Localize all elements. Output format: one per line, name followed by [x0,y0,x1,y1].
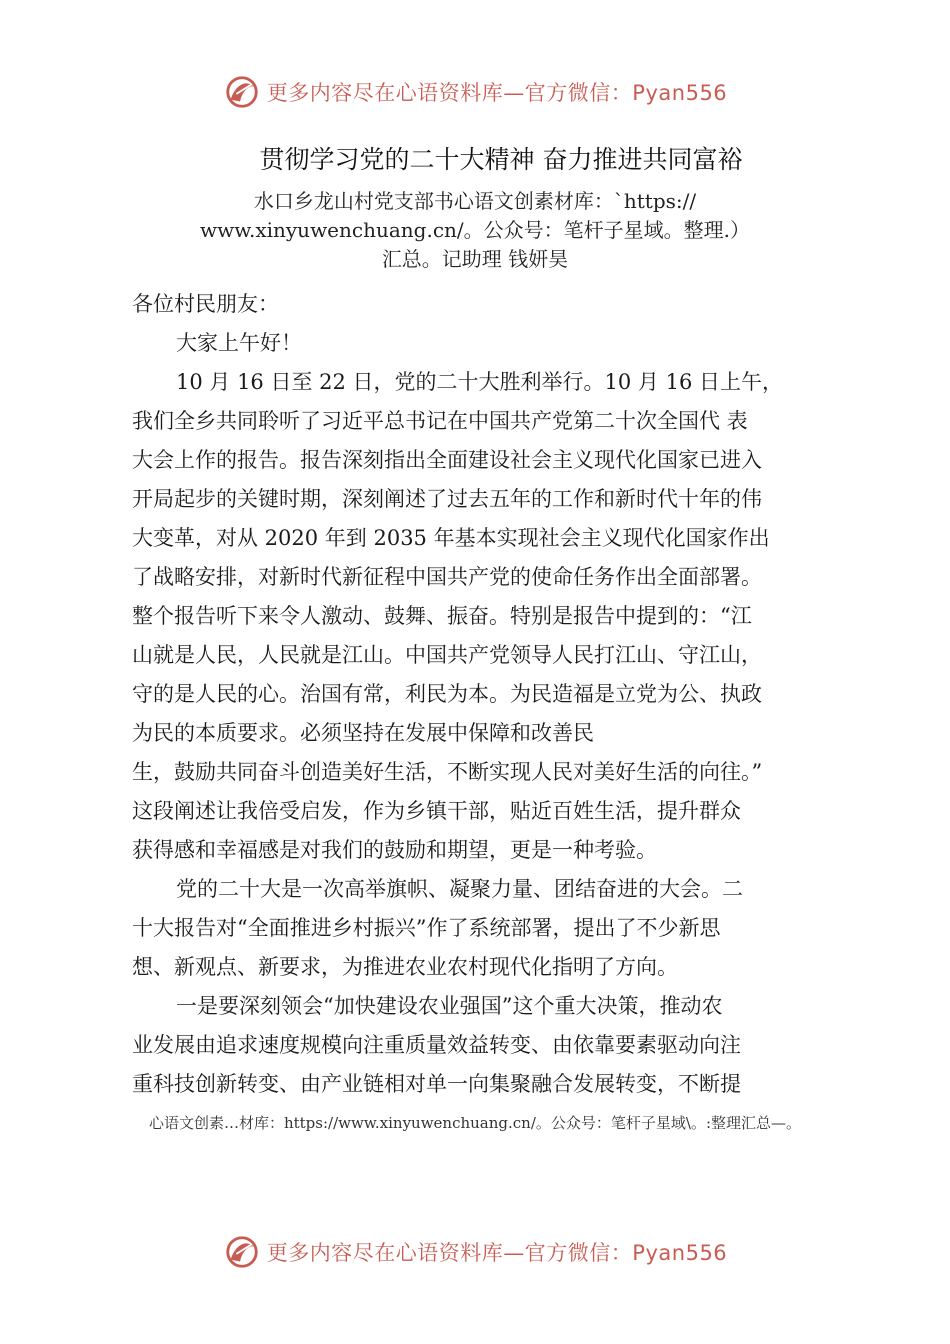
top-banner [0,70,950,114]
paragraph-line: 开局起步的关键时期，深刻阐述了过去五年的工作和新时代十年的伟 [132,487,762,511]
swirl-logo-icon [223,73,261,111]
paragraph-line: 山就是人民，人民就是江山。中国共产党领导人民打江山、守江山， [132,643,762,667]
banner-text: 更多内容尽在心语资料库—官方微信：Pyan556 [266,1241,728,1265]
paragraph-line: 想、新观点、新要求，为推进农业农村现代化指明了方向。 [132,955,678,979]
paragraph-line: 大变革，对从 2020 年到 2035 年基本实现社会主义现代化国家作出 [132,526,770,550]
paragraph-line: 一是要深刻领会“加快建设农业强国”这个重大决策，推动农 [176,994,723,1018]
author-line-2: www.xinyuwenchuang.cn/。公众号：笔杆子星域。整理.） [199,218,751,242]
bottom-banner [0,1230,950,1274]
paragraph-line: 重科技创新转变、由产业链相对单一向集聚融合发展转变，不断提 [132,1072,741,1096]
footer-note: 心语文创素…材库：https://www.xinyuwenchuang.cn/。公众号：笔杆子星域\。:整理汇总—。 [148,1114,802,1132]
swirl-logo-icon [223,1233,261,1271]
banner-text: 更多内容尽在心语资料库—官方微信：Pyan556 [266,81,728,105]
paragraph-line: 业发展由追求速度规模向注重质量效益转变、由依靠要素驱动向注 [132,1033,741,1057]
greeting: 大家上午好！ [176,331,302,355]
paragraph-line: 了战略安排，对新时代新征程中国共产党的使命任务作出全面部署。 [132,565,762,589]
author-line-3: 汇总。记助理 钱妍昊 [381,247,569,271]
paragraph-line: 守的是人民的心。治国有常，利民为本。为民造福是立党为公、执政 [132,682,762,706]
paragraph-line: 十大报告对“全面推进乡村振兴”作了系统部署，提出了不少新思 [132,916,721,940]
salutation: 各位村民朋友： [132,292,279,316]
author-line-1: 水口乡龙山村党支部书心语文创素材库：`https:// [253,189,697,213]
paragraph-line: 党的二十大是一次高举旗帜、凝聚力量、团结奋进的大会。二 [176,877,743,901]
paragraph-line: 生，鼓励共同奋斗创造美好生活，不断实现人民对美好生活的向往。” [132,760,763,784]
paragraph-line: 为民的本质要求。必须坚持在发展中保障和改善民 [132,721,594,745]
paragraph-line: 大会上作的报告。报告深刻指出全面建设社会主义现代化国家已进入 [132,448,762,472]
author-line [0,187,950,274]
speech-body [132,285,832,1104]
paragraph-line: 我们全乡共同聆听了习近平总书记在中国共产党第二十次全国代 表 [132,409,748,433]
paragraph-line: 10 月 16 日至 22 日，党的二十大胜利举行。10 月 16 日上午， [176,370,784,394]
page-title: 贯彻学习党的二十大精神 奋力推进共同富裕 [259,145,743,174]
paragraph-line: 这段阐述让我倍受启发，作为乡镇干部，贴近百姓生活，提升群众 [132,799,741,823]
paragraph-line: 获得感和幸福感是对我们的鼓励和期望，更是一种考验。 [132,838,657,862]
paragraph-line: 整个报告听下来令人激动、鼓舞、振奋。特别是报告中提到的：“江 [132,604,752,628]
